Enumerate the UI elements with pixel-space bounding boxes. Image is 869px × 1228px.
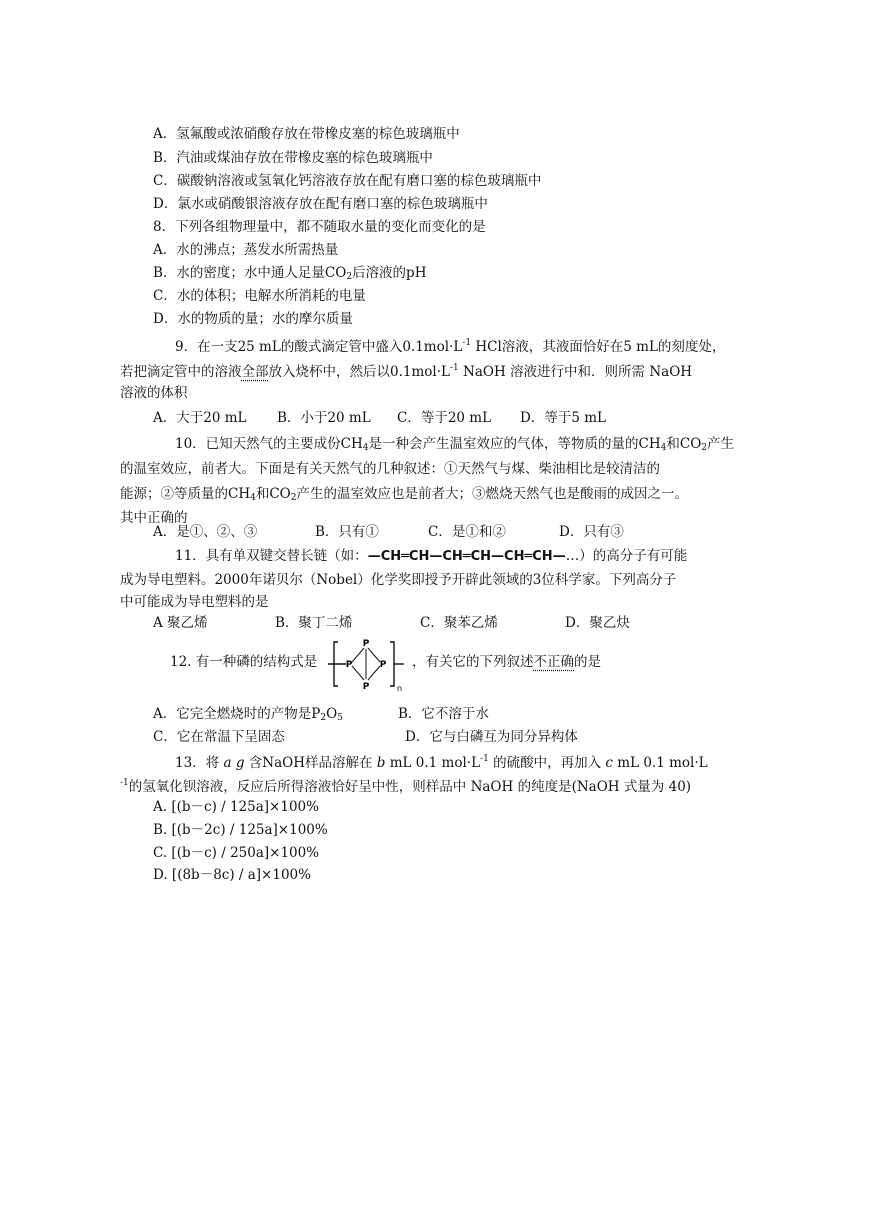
q9-option-c: C．等于20 mL — [397, 410, 492, 426]
bond — [352, 666, 364, 680]
q8-option-b — [153, 263, 426, 287]
atom-p-right: P — [379, 660, 387, 670]
emphasis-dots: 全部 — [241, 364, 269, 380]
q11-option-c: C．聚苯乙烯 — [420, 615, 498, 631]
atom-p-top: P — [362, 639, 370, 649]
text: O — [326, 706, 338, 722]
q12-option-d: D．它与白磷互为同分异构体 — [405, 729, 578, 745]
q13-option-d: D. [(8b－8c) / a]×100% — [153, 867, 311, 883]
q11-option-a: A 聚乙烯 — [153, 615, 208, 631]
var-b: b — [376, 755, 386, 771]
text: 的氢氧化钡溶液，反应后所得溶液恰好呈中性，则样品中 NaOH 的纯度是(NaOH 式量为 40) — [128, 779, 692, 795]
q13-stem-line1 — [175, 749, 708, 773]
text: …）的高分子有可能 — [565, 548, 688, 564]
bond — [352, 648, 364, 662]
text: 的是 — [574, 654, 601, 670]
text: 能源；②等质量的CH — [120, 486, 251, 502]
text: 和CO — [666, 436, 702, 452]
text: mL 0.1 mol·L — [612, 755, 708, 771]
text: 13．将 — [175, 755, 224, 771]
subscript: 5 — [337, 713, 343, 723]
var-a: a g — [223, 755, 245, 771]
superscript: -1 — [120, 778, 129, 788]
q12-option-a — [153, 704, 398, 728]
text: 放入烧杯中，然后以0.1mol·L — [268, 364, 450, 380]
phosphorus-structure-diagram — [326, 636, 406, 692]
q12-option-c: C．它在常温下呈固态 — [153, 729, 285, 745]
q12-stem-pre: 12. 有一种磷的结构式是 — [170, 654, 318, 670]
text: ，有关它的下列叙述 — [412, 654, 534, 670]
q10-option-a: A．是①、②、③ — [153, 524, 258, 540]
q11-stem-line1 — [175, 546, 687, 567]
text: A．它完全燃烧时的产物是P — [153, 706, 321, 722]
text: 产生 — [707, 436, 734, 452]
superscript: -1 — [462, 338, 472, 348]
var-c: c — [605, 755, 613, 771]
q10-options — [153, 522, 624, 542]
atom-p-left: P — [345, 660, 353, 670]
q12-option-b: B．它不溶于水 — [398, 706, 489, 722]
q11-stem-line2: 成为导电塑料。2000年诺贝尔（Nobel）化学奖即授予开辟此领域的3位科学家。下列高分子 — [120, 572, 677, 588]
text: 若把滴定管中的溶液 — [120, 364, 242, 380]
text: mL 0.1 mol·L — [385, 755, 481, 771]
q7-option-b: B．汽油或煤油存放在带橡皮塞的棕色玻璃瓶中 — [153, 150, 433, 166]
bond — [368, 666, 380, 680]
repeat-n: n — [397, 684, 403, 692]
q7-option-a: A．氢氟酸或浓硝酸存放在带橡皮塞的棕色玻璃瓶中 — [153, 126, 460, 142]
q8-option-a: A．水的沸点；蒸发水所需热量 — [153, 242, 339, 258]
q9-stem-line2 — [120, 358, 692, 382]
text: HCl溶液，其液面恰好在5 mL的刻度处， — [471, 339, 726, 355]
q11-stem-line3: 中可能成为导电塑料的是 — [120, 594, 269, 610]
subscript: 2 — [701, 443, 707, 453]
bracket-right — [390, 642, 394, 686]
q10-option-c: C．是①和② — [428, 524, 506, 540]
text: 10．已知天然气的主要成份CH — [175, 436, 363, 452]
q10-stem-line4: 其中正确的 — [120, 510, 188, 526]
subscript: 2 — [290, 493, 297, 503]
q13-option-c: C. [(b－c) / 250a]×100% — [153, 845, 320, 861]
text: 含NaOH样品溶解在 — [244, 755, 377, 771]
q10-option-d: D．只有③ — [559, 524, 624, 540]
q8-option-c: C．水的体积；电解水所消耗的电量 — [153, 288, 366, 304]
emphasis-dots: 不正确 — [533, 654, 574, 670]
subscript: 2 — [320, 713, 327, 723]
q9-stem-line3: 溶液的体积 — [120, 385, 188, 401]
q12-options-row1 — [153, 704, 489, 728]
q11-options — [153, 613, 630, 633]
q10-stem-line3 — [120, 484, 688, 508]
q7-option-c: C．碳酸钠溶液或氢氧化钙溶液存放在配有磨口塞的棕色玻璃瓶中 — [153, 173, 542, 189]
superscript: -1 — [480, 754, 489, 764]
q9-stem-line1 — [175, 333, 725, 357]
q11-option-d: D．聚乙炔 — [565, 615, 630, 631]
q10-stem-line2: 的温室效应，前者大。下面是有关天然气的几种叙述：①天然气与煤、柴油相比是较清洁的 — [120, 461, 660, 477]
q13-option-b: B. [(b－2c) / 125a]×100% — [153, 822, 328, 838]
atom-p-bottom: P — [362, 682, 370, 692]
q7-option-d: D．氯水或硝酸银溶液存放在配有磨口塞的棕色玻璃瓶中 — [153, 196, 488, 212]
text: 产生的温室效应也是前者大；③燃烧天然气也是酸雨的成因之一。 — [296, 486, 688, 502]
q8-stem: 8．下列各组物理量中，都不随取水量的变化而变化的是 — [153, 219, 486, 235]
q9-options — [153, 408, 606, 428]
text: 是一种会产生温室效应的气体，等物质的量的CH — [368, 436, 661, 452]
q9-option-b: B．小于20 mL — [277, 410, 371, 426]
subscript: 4 — [362, 443, 369, 453]
text: 11．具有单双键交替长链（如： — [175, 548, 368, 564]
subscript: 2 — [346, 272, 353, 282]
conjugated-chain-formula: —CH═CH—CH═CH—CH═CH— — [367, 549, 566, 564]
q11-option-b: B．聚丁二烯 — [275, 615, 353, 631]
text: 和CO — [255, 486, 291, 502]
subscript: 4 — [660, 443, 667, 453]
text: 9．在一支25 mL的酸式滴定管中盛入0.1mol·L — [175, 339, 463, 355]
q10-stem-line1 — [175, 434, 734, 458]
subscript: 4 — [250, 493, 256, 503]
q8-option-d: D．水的物质的量；水的摩尔质量 — [153, 311, 353, 327]
q9-option-d: D．等于5 mL — [520, 410, 606, 426]
q9-option-a: A．大于20 mL — [153, 410, 247, 426]
superscript: -1 — [449, 363, 459, 373]
q12-stem-post — [412, 652, 601, 672]
q10-option-b: B．只有① — [315, 524, 379, 540]
q13-stem-line2 — [120, 773, 691, 797]
text: 的硫酸中，再加入 — [488, 755, 606, 771]
q12-options-row2 — [153, 727, 578, 747]
q13-option-a: A. [(b－c) / 125a]×100% — [153, 799, 319, 815]
text: B．水的密度；水中通人足量CO — [153, 265, 347, 281]
text: NaOH 溶液进行中和．则所需 NaOH — [458, 364, 693, 380]
text: 后溶液的pH — [352, 265, 427, 281]
bond — [368, 648, 380, 662]
